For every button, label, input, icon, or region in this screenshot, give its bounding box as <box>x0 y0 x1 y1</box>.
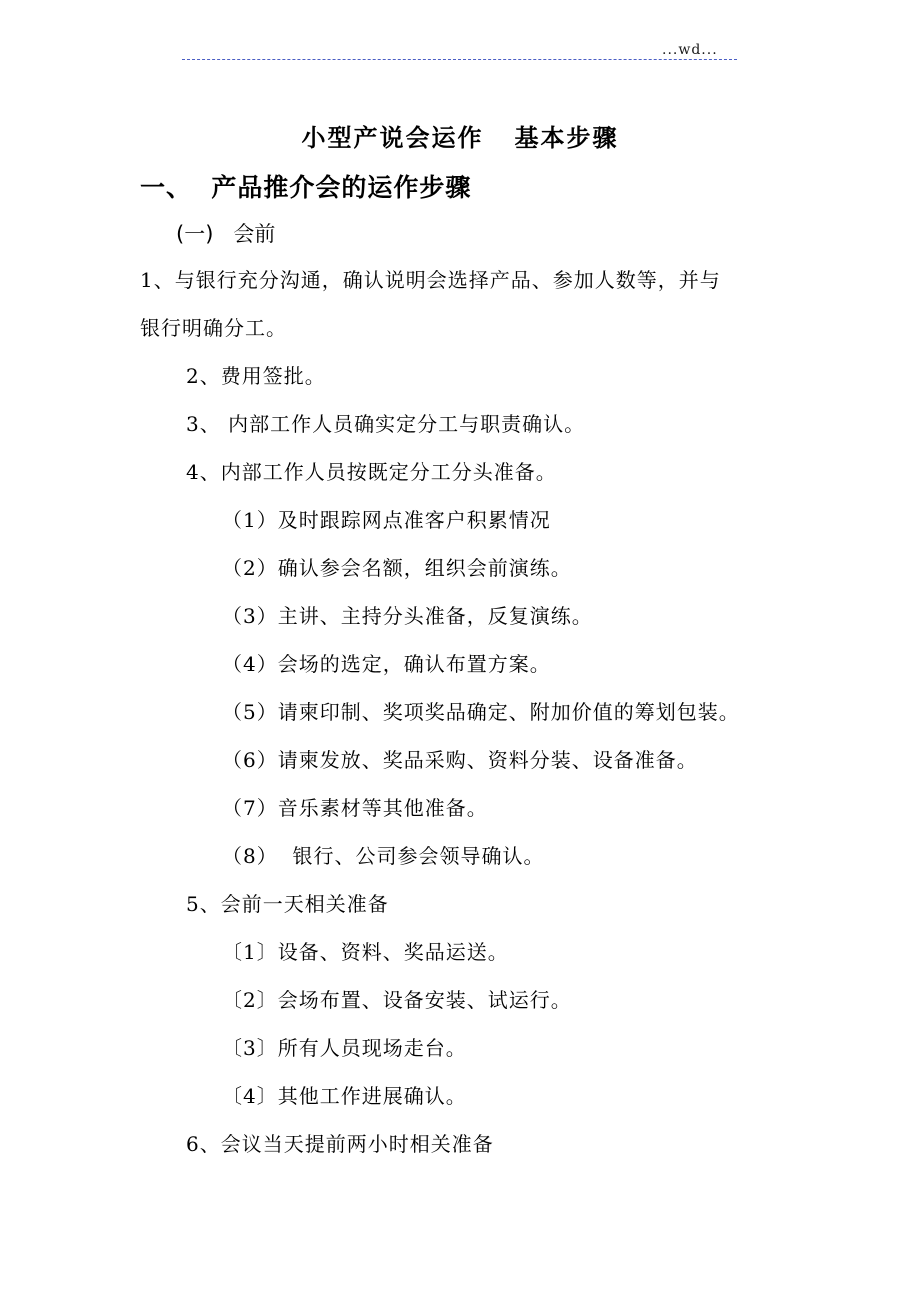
list-item: （3）主讲、主持分头准备，反复演练。 <box>222 604 593 628</box>
document-title: 小型产说会运作 基本步骤 <box>301 124 619 152</box>
list-item: 〔1〕设备、资料、奖品运送。 <box>222 940 509 964</box>
list-item: （6）请柬发放、奖品采购、资料分装、设备准备。 <box>222 748 698 772</box>
list-item: 5、会前一天相关准备 <box>186 892 389 916</box>
header-mark: ...wd... <box>662 42 718 58</box>
list-item: 4、内部工作人员按既定分工分头准备。 <box>186 460 557 484</box>
subsection-heading: (一) 会前 <box>176 222 276 246</box>
list-item: （7）音乐素材等其他准备。 <box>222 796 488 820</box>
section-heading: 一、 产品推介会的运作步骤 <box>140 173 472 202</box>
list-item: 1、与银行充分沟通，确认说明会选择产品、参加人数等，并与 <box>140 268 721 292</box>
list-item: 3、 内部工作人员确实定分工与职责确认。 <box>186 412 586 436</box>
header-divider <box>182 59 737 60</box>
list-item: 〔3〕所有人员现场走台。 <box>222 1036 467 1060</box>
list-item: （5）请柬印制、奖项奖品确定、附加价值的筹划包装。 <box>222 700 740 724</box>
list-item: （2）确认参会名额，组织会前演练。 <box>222 556 572 580</box>
list-item: 〔4〕其他工作进展确认。 <box>222 1084 467 1108</box>
list-item: （1）及时跟踪网点准客户积累情况 <box>222 508 551 532</box>
list-item: 银行明确分工。 <box>140 316 287 340</box>
list-item: （4）会场的选定，确认布置方案。 <box>222 652 551 676</box>
list-item: 2、费用签批。 <box>186 364 326 388</box>
list-item: 〔2〕会场布置、设备安装、试运行。 <box>222 988 572 1012</box>
list-item: 6、会议当天提前两小时相关准备 <box>186 1132 494 1156</box>
list-item: （8） 银行、公司参会领导确认。 <box>222 844 545 868</box>
